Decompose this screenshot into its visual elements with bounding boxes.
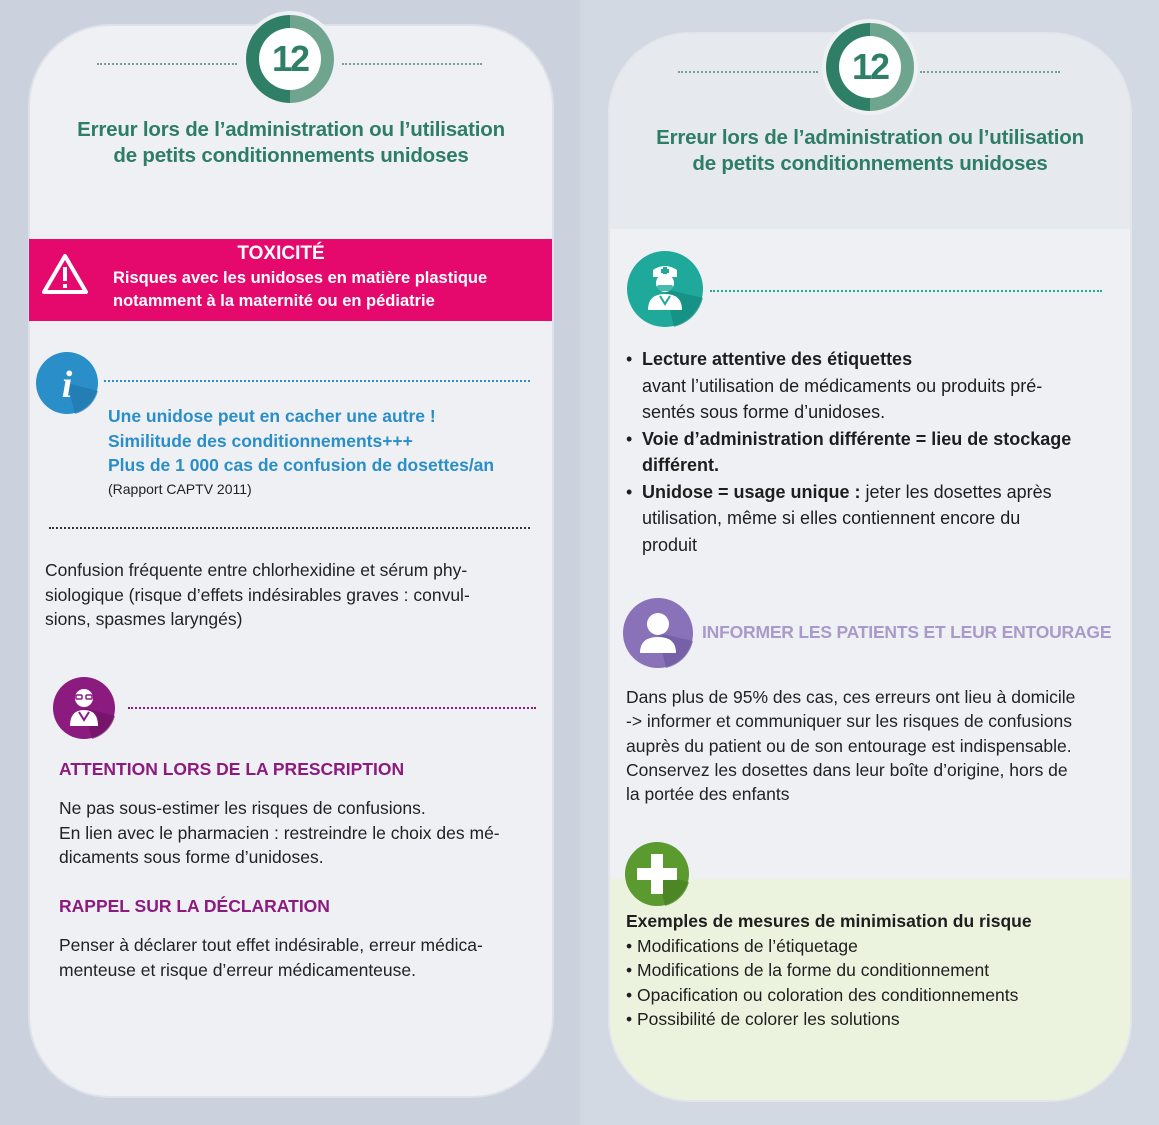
info-line: Similitude des conditionnements+++ — [108, 430, 413, 451]
toxicity-banner — [29, 239, 552, 321]
patients-line: -> informer et communiquer sur les risques de confusions — [626, 711, 1072, 732]
info-line: Une unidose peut en cacher une autre ! — [108, 406, 436, 426]
patients-heading: INFORMER LES PATIENTS ET LEUR ENTOURAGE — [702, 622, 1112, 642]
confusion-line: Confusion fréquente entre chlorhexidine et sérum phy- — [45, 560, 468, 580]
list-item: • Possibilité de colorer les solutions — [626, 1009, 900, 1029]
toxicity-text — [113, 267, 533, 313]
list-item: • Modifications de la forme du conditionnement — [626, 960, 990, 980]
badge-number: 12 — [839, 36, 901, 98]
bullet: • — [626, 481, 633, 502]
doctor-icon — [52, 676, 116, 740]
list-item-line: jeter les dosettes après — [865, 481, 1052, 502]
prescription-line: En lien avec le pharmacien : restreindre le choix des mé- — [59, 822, 500, 843]
title-line: Erreur lors de l’administration ou l’utilisation — [77, 118, 505, 141]
nurse-icon — [626, 250, 704, 328]
list-item-line: produit — [642, 534, 698, 555]
title-line: de petits conditionnements unidoses — [692, 152, 1048, 175]
prescription-heading: ATTENTION LORS DE LA PRESCRIPTION — [59, 759, 405, 779]
patients-line: la portée des enfants — [626, 784, 790, 805]
prescription-line: dicaments sous forme d’unidoses. — [59, 847, 324, 867]
info-line: Plus de 1 000 cas de confusion de dosettes/an — [108, 455, 495, 475]
bullet: • — [626, 428, 633, 449]
info-source: (Rapport CAPTV 2011) — [108, 481, 252, 497]
info-icon — [35, 351, 99, 415]
declaration-heading: RAPPEL SUR LA DÉCLARATION — [59, 896, 330, 916]
number-badge-icon — [246, 15, 334, 103]
page-title — [30, 117, 552, 169]
plus-icon — [624, 841, 690, 907]
patients-line: Dans plus de 95% des cas, ces erreurs ont lieu à domicile — [626, 687, 1076, 707]
patient-icon — [622, 597, 694, 669]
list-item-title: Lecture attentive des étiquettes — [642, 349, 913, 369]
confusion-line: sions, spasmes laryngés) — [45, 609, 243, 629]
toxicity-heading: TOXICITÉ — [237, 243, 325, 264]
info-divider — [104, 380, 530, 382]
confusion-text — [45, 558, 540, 632]
title-divider-left-b — [342, 63, 482, 65]
list-item — [626, 426, 1104, 479]
care-list — [626, 346, 1104, 558]
title-line: de petits conditionnements unidoses — [113, 144, 469, 167]
list-item: • Opacification ou coloration des conditionnements — [626, 984, 1019, 1005]
badge-number: 12 — [259, 28, 321, 90]
list-item — [626, 479, 1104, 559]
prescription-text — [59, 796, 544, 870]
patients-line: auprès du patient ou de son entourage est indispensable. — [626, 735, 1072, 756]
declaration-line: Penser à déclarer tout effet indésirable, erreur médica- — [59, 935, 483, 955]
examples-list — [626, 909, 1106, 1032]
list-item: • Modifications de l’étiquetage — [626, 935, 858, 956]
title-divider-right-b — [920, 71, 1060, 73]
prescription-divider — [128, 707, 536, 709]
title-divider-left-a — [97, 63, 237, 65]
care-divider — [710, 290, 1102, 292]
declaration-line: menteuse et risque d’erreur médicamenteuse. — [59, 959, 416, 980]
page-title — [610, 125, 1130, 177]
number-badge-icon — [826, 23, 914, 111]
list-item-line: différent. — [642, 455, 720, 475]
list-item — [626, 346, 1104, 426]
toxicity-line: Risques avec les unidoses en matière plastique — [113, 269, 488, 287]
info-text — [108, 404, 548, 478]
confusion-line: siologique (risque d’effets indésirables graves : convul- — [45, 584, 470, 605]
list-item-line: avant l’utilisation de médicaments ou produits pré- — [642, 375, 1043, 396]
examples-heading: Exemples de mesures de minimisation du risque — [626, 911, 1032, 931]
list-item-line: utilisation, même si elles contiennent encore du — [642, 508, 1021, 528]
list-item-title: Voie d’administration différente = lieu de stockage — [642, 428, 1072, 449]
list-item-line: sentés sous forme d’unidoses. — [642, 402, 886, 422]
list-item-title: Unidose = usage unique : — [642, 481, 861, 502]
patients-line: Conservez les dosettes dans leur boîte d’origine, hors de — [626, 759, 1068, 780]
section-divider — [49, 527, 530, 529]
svg-text:i: i — [61, 364, 73, 406]
patients-text — [626, 685, 1116, 806]
title-line: Erreur lors de l’administration ou l’utilisation — [656, 126, 1084, 149]
title-divider-right-a — [678, 71, 818, 73]
bullet: • — [626, 349, 633, 369]
declaration-text — [59, 933, 544, 982]
prescription-line: Ne pas sous-estimer les risques de confusions. — [59, 798, 426, 818]
toxicity-line: notamment à la maternité ou en pédiatrie — [113, 292, 435, 310]
